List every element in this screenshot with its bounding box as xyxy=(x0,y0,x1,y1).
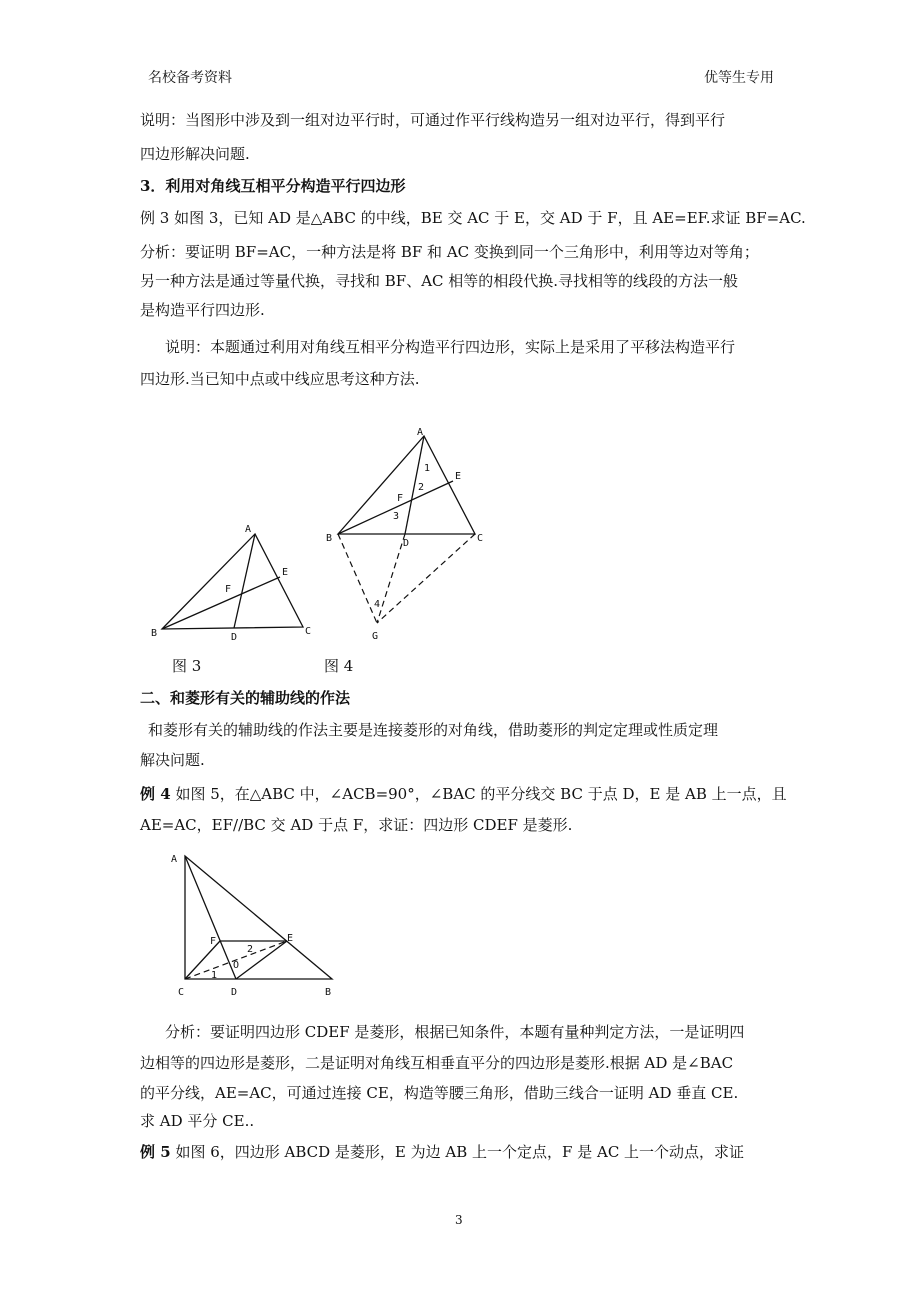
section2-title: 二、和菱形有关的辅助线的作法 xyxy=(140,689,351,707)
fig5-angle-1: 1 xyxy=(211,970,218,981)
fig5-label-d: D xyxy=(231,987,238,998)
fig4-label-f: F xyxy=(397,493,404,504)
fig4-angle-3: 3 xyxy=(393,511,400,522)
fig3-label-a: A xyxy=(245,524,252,535)
ex4-analysis-3: 的平分线，AE=AC，可通过连接 CE，构造等腰三角形，借助三线合一证明 AD 垂直 CE. xyxy=(140,1084,739,1102)
fig5-bisector-ad xyxy=(185,856,236,979)
fig4-line-be xyxy=(338,481,453,534)
fig4-label-e: E xyxy=(455,471,462,482)
fig3-triangle-abc xyxy=(162,534,303,629)
para1-line1: 说明：当图形中涉及到一组对边平行时，可通过作平行线构造另一组对边平行，得到平行 xyxy=(140,111,726,129)
section2-intro-1: 和菱形有关的辅助线的作法主要是连接菱形的对角线，借助菱形的判定定理或性质定理 xyxy=(148,721,719,739)
fig3-caption: 图 3 xyxy=(172,657,202,675)
fig4-dash-bg xyxy=(338,534,377,623)
ex3-analysis-2: 另一种方法是通过等量代换，寻找和 BF、AC 相等的相段代换.寻找相等的线段的方法一般 xyxy=(140,272,739,290)
fig4-angle-4: 4 xyxy=(374,599,381,610)
fig5-label-e: E xyxy=(287,933,294,944)
fig3-label-f: F xyxy=(225,584,232,595)
fig3-label-d: D xyxy=(231,632,238,643)
fig5-label-a: A xyxy=(171,854,178,865)
fig3-label-e: E xyxy=(282,567,289,578)
fig5-triangle-abc xyxy=(185,856,332,979)
fig3-label-b: B xyxy=(151,628,158,639)
fig4-triangle-abc xyxy=(338,436,475,534)
fig4-label-c: C xyxy=(477,533,484,544)
fig4-angle-2: 2 xyxy=(418,482,425,493)
ex3-analysis-3: 是构造平行四边形. xyxy=(140,301,265,319)
fig5-label-c: C xyxy=(178,987,185,998)
section3-title: 3．利用对角线互相平分构造平行四边形 xyxy=(140,177,406,195)
fig4-caption: 图 4 xyxy=(324,657,354,675)
ex3-note-2: 四边形.当已知中点或中线应思考这种方法. xyxy=(140,370,420,388)
figure-4 xyxy=(320,423,495,648)
fig3-median-ad xyxy=(234,534,255,628)
fig5-label-b: B xyxy=(325,987,332,998)
fig4-label-d: D xyxy=(403,538,410,549)
fig4-label-a: A xyxy=(417,427,424,438)
page-number: 3 xyxy=(455,1213,463,1227)
fig5-angle-2: 2 xyxy=(247,944,254,955)
para1-line2: 四边形解决问题. xyxy=(140,145,250,163)
ex5-label: 例 5 xyxy=(140,1143,171,1161)
ex5-line1 xyxy=(140,1142,744,1162)
ex3-statement: 例 3 如图 3，已知 AD 是△ABC 的中线，BE 交 AC 于 E，交 AD 于 F，且 AE=EF.求证 BF=AC. xyxy=(140,209,806,227)
fig4-dash-cg xyxy=(377,534,475,623)
fig4-label-g: G xyxy=(372,631,379,642)
ex4-text: 如图 5，在△ABC 中，∠ACB=90°，∠BAC 的平分线交 BC 于点 D，E 是 AB 上一点，且 xyxy=(170,785,787,803)
figure-3 xyxy=(145,520,320,645)
ex4-line1 xyxy=(140,784,787,804)
header-left: 名校备考资料 xyxy=(148,70,232,86)
header-right: 优等生专用 xyxy=(704,70,774,86)
ex4-analysis-4: 求 AD 平分 CE.. xyxy=(140,1112,255,1130)
section2-intro-2: 解决问题. xyxy=(140,751,205,769)
ex4-label: 例 4 xyxy=(140,785,171,803)
fig3-label-c: C xyxy=(305,626,312,637)
fig3-line-be xyxy=(162,577,280,629)
ex4-line2: AE=AC，EF//BC 交 AD 于点 F，求证：四边形 CDEF 是菱形. xyxy=(140,816,573,834)
fig4-label-b: B xyxy=(326,533,333,544)
fig5-segment-de xyxy=(236,941,287,979)
ex3-analysis-1: 分析：要证明 BF=AC，一种方法是将 BF 和 AC 变换到同一个三角形中，利用等边对等角； xyxy=(140,243,759,261)
figure-5 xyxy=(165,848,345,1000)
fig5-label-f: F xyxy=(210,936,217,947)
ex4-analysis-1: 分析：要证明四边形 CDEF 是菱形，根据已知条件，本题有量种判定方法，一是证明四 xyxy=(165,1023,745,1041)
ex4-analysis-2: 边相等的四边形是菱形，二是证明对角线互相垂直平分的四边形是菱形.根据 AD 是∠BAC xyxy=(140,1054,734,1072)
ex5-text: 如图 6，四边形 ABCD 是菱形，E 为边 AB 上一个定点，F 是 AC 上一个动点，求证 xyxy=(170,1143,745,1161)
ex3-note-1: 说明：本题通过利用对角线互相平分构造平行四边形，实际上是采用了平移法构造平行 xyxy=(165,338,736,356)
fig5-label-o: O xyxy=(233,960,240,971)
fig4-angle-1: 1 xyxy=(424,463,431,474)
